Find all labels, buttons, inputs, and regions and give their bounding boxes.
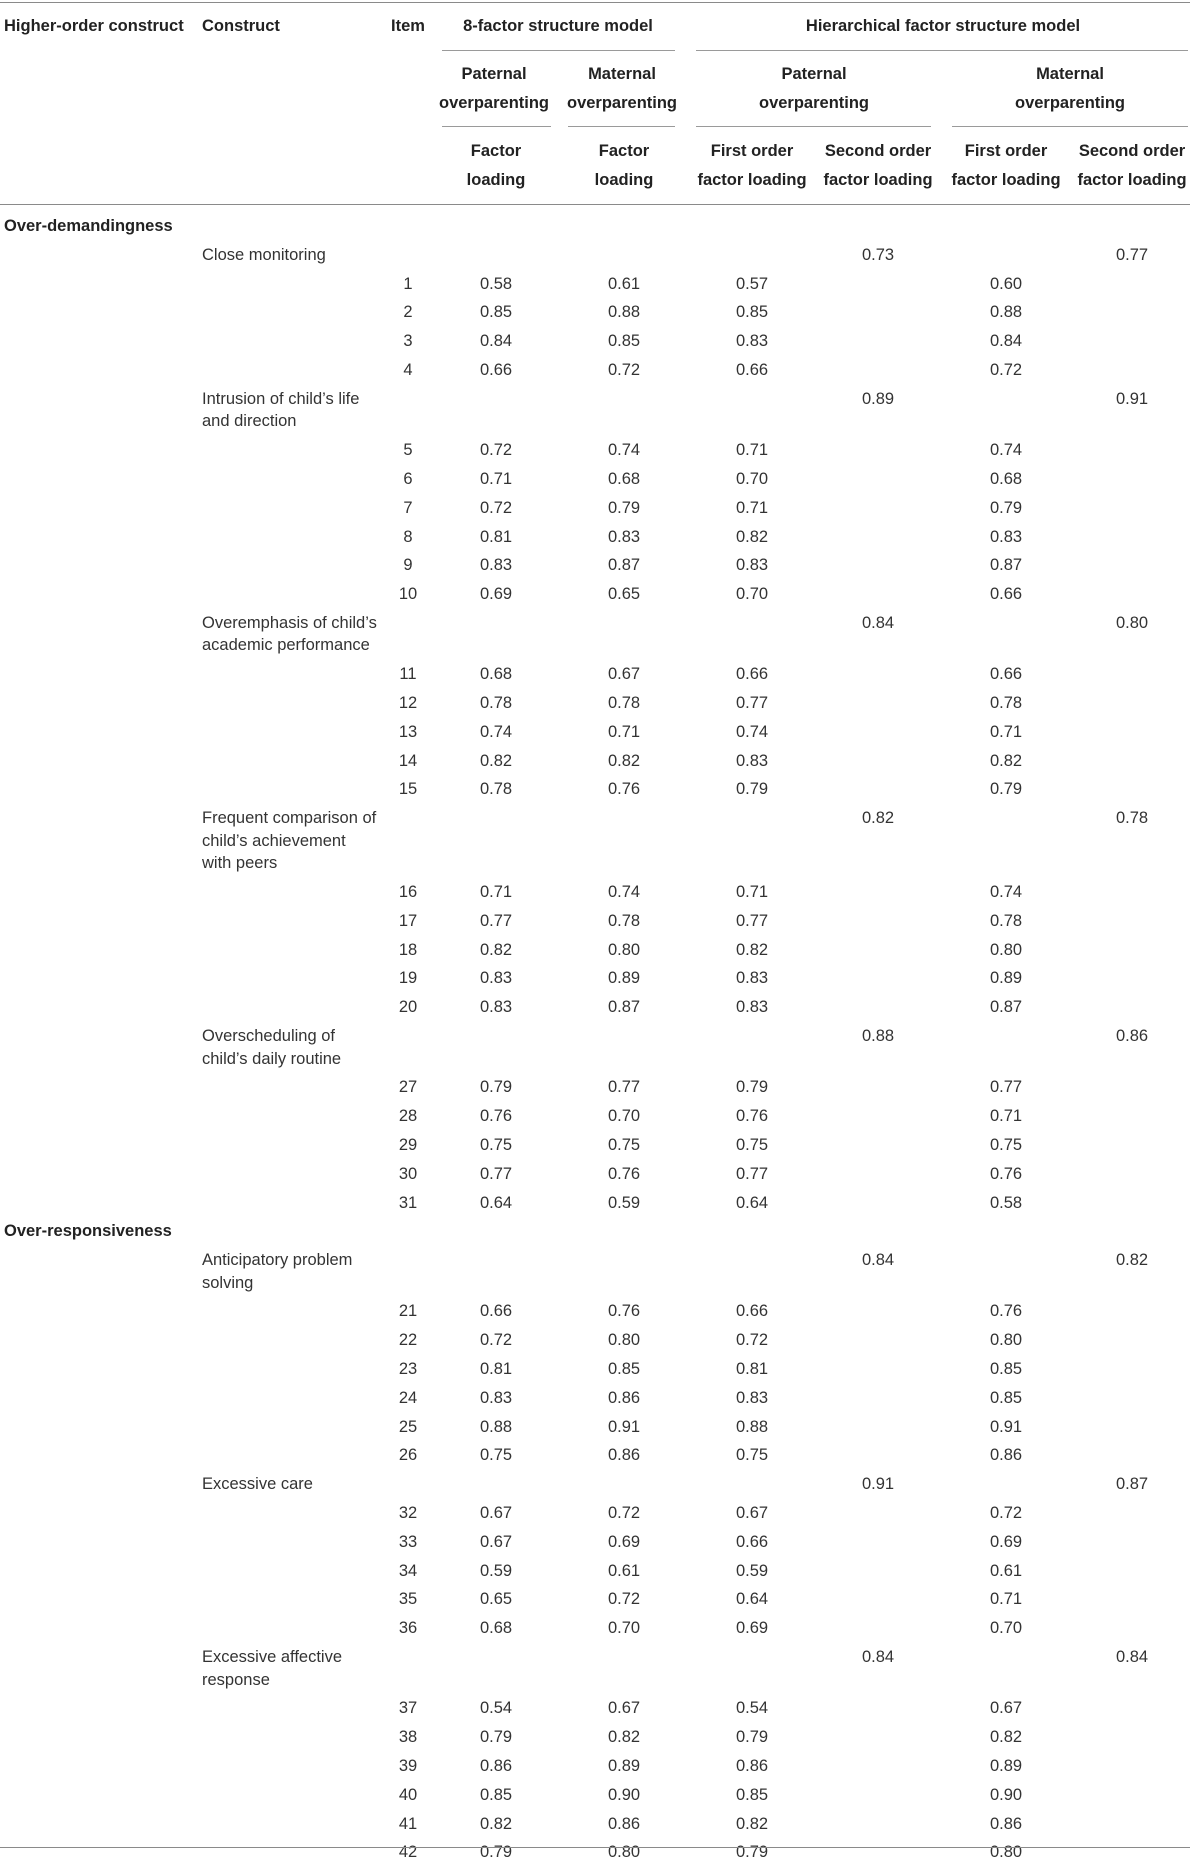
item-number: 39 — [398, 1756, 418, 1775]
construct-name-line: Overemphasis of child’s — [202, 613, 377, 632]
item-number: 13 — [398, 722, 418, 741]
item-number: 12 — [398, 694, 418, 712]
item-number: 32 — [398, 1504, 418, 1522]
paternal-first-order-loading: 0.86 — [735, 1756, 769, 1775]
paternal-factor-loading: 0.71 — [479, 469, 513, 488]
header-factor-loading-mat: Factor loading — [594, 142, 654, 189]
paternal-first-order-loading: 0.79 — [735, 1078, 769, 1097]
construct-name — [202, 1025, 382, 1070]
paternal-factor-loading: 0.79 — [479, 1078, 513, 1097]
item-number: 14 — [398, 751, 418, 770]
maternal-first-order-loading: 0.89 — [989, 1756, 1023, 1775]
maternal-first-order-loading: 0.74 — [989, 883, 1023, 901]
maternal-factor-loading: 0.76 — [607, 780, 641, 799]
header-hier-paternal: Paternal overparenting — [758, 65, 870, 112]
maternal-first-order-loading: 0.86 — [989, 1814, 1023, 1833]
maternal-factor-loading: 0.85 — [607, 332, 641, 351]
maternal-first-order-loading: 0.66 — [989, 585, 1023, 604]
header-second-order-pat: Second order factor loading — [823, 142, 933, 189]
item-number: 6 — [403, 469, 413, 488]
paternal-factor-loading: 0.77 — [479, 1164, 513, 1183]
rule-hier-paternal — [696, 126, 931, 127]
maternal-first-order-loading: 0.87 — [989, 998, 1023, 1017]
paternal-factor-loading: 0.83 — [479, 969, 513, 988]
rule-hier-maternal — [952, 126, 1188, 127]
maternal-first-order-loading: 0.86 — [989, 1446, 1023, 1465]
construct-name-line: Excessive care — [202, 1475, 313, 1494]
maternal-second-order-loading: 0.80 — [1115, 613, 1149, 632]
maternal-factor-loading: 0.75 — [607, 1135, 641, 1154]
table-bottom-rule — [0, 1847, 1190, 1848]
header-higher-order: Higher-order construct — [4, 17, 184, 35]
item-number: 21 — [398, 1302, 418, 1321]
rule-8f-maternal — [568, 126, 675, 127]
paternal-factor-loading: 0.82 — [479, 1814, 513, 1833]
paternal-first-order-loading: 0.75 — [735, 1446, 769, 1465]
header-bottom-rule — [0, 204, 1190, 205]
header-item: Item — [391, 17, 425, 35]
paternal-factor-loading: 0.75 — [479, 1135, 513, 1154]
paternal-first-order-loading: 0.70 — [735, 469, 769, 488]
paternal-first-order-loading: 0.85 — [735, 1785, 769, 1804]
header-first-order-pat: First order factor loading — [697, 142, 807, 189]
maternal-second-order-loading: 0.86 — [1115, 1027, 1149, 1045]
paternal-second-order-loading: 0.88 — [861, 1027, 895, 1045]
maternal-factor-loading: 0.80 — [607, 1843, 641, 1862]
paternal-second-order-loading: 0.73 — [861, 245, 895, 264]
paternal-first-order-loading: 0.88 — [735, 1417, 769, 1436]
maternal-factor-loading: 0.65 — [607, 585, 641, 604]
maternal-first-order-loading: 0.80 — [989, 1331, 1023, 1350]
paternal-factor-loading: 0.86 — [479, 1756, 513, 1775]
paternal-first-order-loading: 0.82 — [735, 1814, 769, 1833]
maternal-factor-loading: 0.86 — [607, 1446, 641, 1465]
maternal-factor-loading: 0.68 — [607, 469, 641, 488]
maternal-first-order-loading: 0.76 — [989, 1164, 1023, 1183]
paternal-factor-loading: 0.81 — [479, 1360, 513, 1378]
construct-name-line: Close monitoring — [202, 245, 326, 264]
header-8f-paternal: Paternal overparenting — [438, 65, 550, 112]
item-number: 34 — [398, 1561, 418, 1580]
construct-name — [202, 1473, 382, 1496]
construct-name-line: Anticipatory problem — [202, 1251, 353, 1270]
maternal-factor-loading: 0.61 — [607, 1561, 641, 1580]
maternal-factor-loading: 0.80 — [607, 1331, 641, 1350]
maternal-first-order-loading: 0.71 — [989, 1107, 1023, 1126]
construct-name-line: child’s achievement — [202, 831, 346, 850]
maternal-factor-loading: 0.72 — [607, 1504, 641, 1522]
maternal-factor-loading: 0.67 — [607, 1699, 641, 1718]
header-hierarchical-model: Hierarchical factor structure model — [805, 17, 1081, 35]
paternal-first-order-loading: 0.71 — [735, 441, 769, 460]
paternal-factor-loading: 0.82 — [479, 751, 513, 770]
paternal-first-order-loading: 0.82 — [735, 940, 769, 959]
item-number: 36 — [398, 1619, 418, 1638]
maternal-factor-loading: 0.78 — [607, 911, 641, 930]
header-second-order-mat: Second order factor loading — [1077, 142, 1187, 189]
item-number: 38 — [398, 1728, 418, 1747]
maternal-first-order-loading: 0.82 — [989, 751, 1023, 770]
construct-name — [202, 1646, 382, 1691]
maternal-factor-loading: 0.72 — [607, 361, 641, 379]
item-number: 27 — [398, 1078, 418, 1097]
rule-8f-paternal — [442, 126, 551, 127]
item-number: 30 — [398, 1164, 418, 1183]
maternal-second-order-loading: 0.78 — [1115, 809, 1149, 828]
header-8-factor-model: 8-factor structure model — [463, 17, 653, 35]
paternal-first-order-loading: 0.79 — [735, 1728, 769, 1747]
item-number: 31 — [398, 1193, 418, 1212]
paternal-first-order-loading: 0.82 — [735, 527, 769, 546]
paternal-factor-loading: 0.54 — [479, 1699, 513, 1718]
paternal-first-order-loading: 0.66 — [735, 1302, 769, 1321]
paternal-first-order-loading: 0.66 — [735, 361, 769, 379]
construct-name-line: and direction — [202, 412, 297, 431]
paternal-first-order-loading: 0.81 — [735, 1360, 769, 1378]
paternal-first-order-loading: 0.77 — [735, 1164, 769, 1183]
paternal-factor-loading: 0.78 — [479, 780, 513, 799]
construct-name-line: with peers — [202, 854, 278, 873]
maternal-factor-loading: 0.80 — [607, 940, 641, 959]
paternal-factor-loading: 0.72 — [479, 498, 513, 517]
maternal-factor-loading: 0.59 — [607, 1193, 641, 1212]
maternal-first-order-loading: 0.72 — [989, 1504, 1023, 1522]
maternal-second-order-loading: 0.91 — [1115, 389, 1149, 408]
item-number: 5 — [403, 441, 413, 460]
maternal-first-order-loading: 0.87 — [989, 556, 1023, 575]
item-number: 19 — [398, 969, 418, 988]
paternal-factor-loading: 0.66 — [479, 361, 513, 379]
paternal-second-order-loading: 0.91 — [861, 1475, 895, 1494]
paternal-factor-loading: 0.64 — [479, 1193, 513, 1212]
maternal-factor-loading: 0.86 — [607, 1814, 641, 1833]
item-number: 17 — [398, 911, 418, 930]
paternal-first-order-loading: 0.64 — [735, 1590, 769, 1609]
maternal-factor-loading: 0.88 — [607, 303, 641, 322]
paternal-second-order-loading: 0.84 — [861, 1648, 895, 1666]
paternal-factor-loading: 0.83 — [479, 998, 513, 1017]
item-number: 10 — [398, 585, 418, 604]
paternal-first-order-loading: 0.66 — [735, 1532, 769, 1551]
rule-hierarchical — [696, 50, 1188, 51]
paternal-factor-loading: 0.79 — [479, 1728, 513, 1747]
construct-name-line: Overscheduling of — [202, 1027, 335, 1045]
paternal-factor-loading: 0.66 — [479, 1302, 513, 1321]
item-number: 8 — [403, 527, 413, 546]
construct-name-line: response — [202, 1670, 270, 1689]
maternal-first-order-loading: 0.85 — [989, 1360, 1023, 1378]
paternal-first-order-loading: 0.72 — [735, 1331, 769, 1350]
maternal-first-order-loading: 0.79 — [989, 498, 1023, 517]
item-number: 9 — [403, 556, 413, 575]
item-number: 20 — [398, 998, 418, 1017]
paternal-factor-loading: 0.79 — [479, 1843, 513, 1862]
maternal-first-order-loading: 0.76 — [989, 1302, 1023, 1321]
paternal-first-order-loading: 0.83 — [735, 1388, 769, 1407]
maternal-first-order-loading: 0.78 — [989, 911, 1023, 930]
paternal-factor-loading: 0.81 — [479, 527, 513, 546]
paternal-second-order-loading: 0.84 — [861, 613, 895, 632]
paternal-first-order-loading: 0.71 — [735, 498, 769, 517]
item-number: 25 — [398, 1417, 418, 1436]
item-number: 16 — [398, 883, 418, 901]
paternal-factor-loading: 0.85 — [479, 303, 513, 322]
maternal-factor-loading: 0.70 — [607, 1619, 641, 1638]
maternal-first-order-loading: 0.82 — [989, 1728, 1023, 1747]
table-top-rule — [0, 2, 1190, 3]
maternal-second-order-loading: 0.84 — [1115, 1648, 1149, 1666]
paternal-first-order-loading: 0.54 — [735, 1699, 769, 1718]
header-factor-loading-pat: Factor loading — [466, 142, 526, 189]
paternal-first-order-loading: 0.64 — [735, 1193, 769, 1212]
paternal-factor-loading: 0.78 — [479, 694, 513, 712]
maternal-first-order-loading: 0.80 — [989, 1843, 1023, 1862]
maternal-factor-loading: 0.74 — [607, 441, 641, 460]
item-number: 26 — [398, 1446, 418, 1465]
maternal-first-order-loading: 0.88 — [989, 303, 1023, 322]
header-8f-maternal: Maternal overparenting — [566, 65, 678, 112]
paternal-first-order-loading: 0.83 — [735, 998, 769, 1017]
higher-order-construct: Over-responsiveness — [4, 1222, 172, 1241]
item-number: 22 — [398, 1331, 418, 1350]
maternal-first-order-loading: 0.90 — [989, 1785, 1023, 1804]
paternal-factor-loading: 0.69 — [479, 585, 513, 604]
maternal-factor-loading: 0.79 — [607, 498, 641, 517]
maternal-factor-loading: 0.70 — [607, 1107, 641, 1126]
paternal-factor-loading: 0.67 — [479, 1532, 513, 1551]
maternal-factor-loading: 0.67 — [607, 665, 641, 684]
paternal-factor-loading: 0.68 — [479, 1619, 513, 1638]
header-first-order-mat: First order factor loading — [951, 142, 1061, 189]
maternal-second-order-loading: 0.87 — [1115, 1475, 1149, 1494]
maternal-first-order-loading: 0.89 — [989, 969, 1023, 988]
maternal-factor-loading: 0.87 — [607, 998, 641, 1017]
construct-name — [202, 807, 382, 875]
paternal-factor-loading: 0.72 — [479, 1331, 513, 1350]
paternal-first-order-loading: 0.83 — [735, 751, 769, 770]
paternal-second-order-loading: 0.89 — [861, 389, 895, 408]
maternal-first-order-loading: 0.66 — [989, 665, 1023, 684]
item-number: 40 — [398, 1785, 418, 1804]
paternal-factor-loading: 0.75 — [479, 1446, 513, 1465]
maternal-first-order-loading: 0.69 — [989, 1532, 1023, 1551]
paternal-first-order-loading: 0.75 — [735, 1135, 769, 1154]
maternal-factor-loading: 0.83 — [607, 527, 641, 546]
item-number: 1 — [403, 274, 413, 293]
paternal-first-order-loading: 0.67 — [735, 1504, 769, 1522]
paternal-factor-loading: 0.67 — [479, 1504, 513, 1522]
paternal-factor-loading: 0.82 — [479, 940, 513, 959]
maternal-first-order-loading: 0.71 — [989, 722, 1023, 741]
paternal-second-order-loading: 0.82 — [861, 809, 895, 828]
paternal-factor-loading: 0.71 — [479, 883, 513, 901]
item-number: 15 — [398, 780, 418, 799]
maternal-first-order-loading: 0.79 — [989, 780, 1023, 799]
maternal-first-order-loading: 0.74 — [989, 441, 1023, 460]
item-number: 24 — [398, 1388, 418, 1407]
paternal-factor-loading: 0.76 — [479, 1107, 513, 1126]
item-number: 18 — [398, 940, 418, 959]
paternal-first-order-loading: 0.74 — [735, 722, 769, 741]
item-number: 29 — [398, 1135, 418, 1154]
maternal-first-order-loading: 0.80 — [989, 940, 1023, 959]
maternal-factor-loading: 0.76 — [607, 1164, 641, 1183]
maternal-first-order-loading: 0.67 — [989, 1699, 1023, 1718]
maternal-factor-loading: 0.69 — [607, 1532, 641, 1551]
item-number: 7 — [403, 498, 413, 517]
maternal-first-order-loading: 0.70 — [989, 1619, 1023, 1638]
maternal-factor-loading: 0.61 — [607, 274, 641, 293]
maternal-first-order-loading: 0.72 — [989, 361, 1023, 379]
paternal-factor-loading: 0.68 — [479, 665, 513, 684]
item-number: 2 — [403, 303, 413, 322]
paternal-factor-loading: 0.72 — [479, 441, 513, 460]
paternal-first-order-loading: 0.76 — [735, 1107, 769, 1126]
item-number: 23 — [398, 1360, 418, 1378]
maternal-factor-loading: 0.76 — [607, 1302, 641, 1321]
paternal-factor-loading: 0.84 — [479, 332, 513, 351]
maternal-first-order-loading: 0.75 — [989, 1135, 1023, 1154]
paternal-first-order-loading: 0.85 — [735, 303, 769, 322]
maternal-factor-loading: 0.91 — [607, 1417, 641, 1436]
maternal-first-order-loading: 0.78 — [989, 694, 1023, 712]
construct-name-line: Intrusion of child’s life — [202, 389, 360, 408]
paternal-first-order-loading: 0.83 — [735, 332, 769, 351]
item-number: 33 — [398, 1532, 418, 1551]
paternal-first-order-loading: 0.79 — [735, 1843, 769, 1862]
paternal-first-order-loading: 0.79 — [735, 780, 769, 799]
header-construct: Construct — [202, 17, 280, 35]
maternal-factor-loading: 0.82 — [607, 1728, 641, 1747]
item-number: 11 — [399, 665, 417, 684]
paternal-first-order-loading: 0.71 — [735, 883, 769, 901]
maternal-factor-loading: 0.77 — [607, 1078, 641, 1097]
construct-name-line: Excessive affective — [202, 1648, 343, 1666]
item-number: 4 — [403, 361, 413, 379]
maternal-second-order-loading: 0.82 — [1115, 1251, 1149, 1270]
maternal-factor-loading: 0.89 — [607, 969, 641, 988]
rule-8-factor — [442, 50, 675, 51]
construct-name-line: solving — [202, 1273, 254, 1292]
item-number: 3 — [403, 332, 413, 351]
maternal-first-order-loading: 0.60 — [989, 274, 1023, 293]
paternal-first-order-loading: 0.69 — [735, 1619, 769, 1638]
maternal-factor-loading: 0.71 — [607, 722, 641, 741]
maternal-first-order-loading: 0.91 — [989, 1417, 1023, 1436]
maternal-first-order-loading: 0.77 — [989, 1078, 1023, 1097]
maternal-factor-loading: 0.82 — [607, 751, 641, 770]
paternal-first-order-loading: 0.83 — [735, 556, 769, 575]
maternal-first-order-loading: 0.85 — [989, 1388, 1023, 1407]
maternal-first-order-loading: 0.61 — [989, 1561, 1023, 1580]
item-number: 42 — [398, 1843, 418, 1862]
paternal-factor-loading: 0.77 — [479, 911, 513, 930]
item-number: 35 — [398, 1590, 418, 1609]
construct-name-line: Frequent comparison of — [202, 809, 377, 828]
construct-name-line: academic performance — [202, 636, 370, 655]
paternal-factor-loading: 0.74 — [479, 722, 513, 741]
maternal-first-order-loading: 0.71 — [989, 1590, 1023, 1609]
item-number: 28 — [398, 1107, 418, 1126]
paternal-factor-loading: 0.83 — [479, 556, 513, 575]
maternal-second-order-loading: 0.77 — [1115, 245, 1149, 264]
construct-name — [202, 388, 382, 433]
paternal-factor-loading: 0.85 — [479, 1785, 513, 1804]
maternal-factor-loading: 0.87 — [607, 556, 641, 575]
paternal-factor-loading: 0.59 — [479, 1561, 513, 1580]
header-hier-maternal: Maternal overparenting — [1014, 65, 1126, 112]
maternal-first-order-loading: 0.84 — [989, 332, 1023, 351]
maternal-factor-loading: 0.72 — [607, 1590, 641, 1609]
paternal-first-order-loading: 0.83 — [735, 969, 769, 988]
construct-name-line: child’s daily routine — [202, 1049, 342, 1068]
paternal-second-order-loading: 0.84 — [861, 1251, 895, 1270]
paternal-factor-loading: 0.88 — [479, 1417, 513, 1436]
paternal-first-order-loading: 0.77 — [735, 911, 769, 930]
maternal-factor-loading: 0.85 — [607, 1360, 641, 1378]
paternal-first-order-loading: 0.70 — [735, 585, 769, 604]
item-number: 37 — [398, 1699, 418, 1718]
maternal-first-order-loading: 0.58 — [989, 1193, 1023, 1212]
construct-name — [202, 612, 382, 657]
maternal-factor-loading: 0.89 — [607, 1756, 641, 1775]
construct-name — [202, 244, 382, 267]
maternal-factor-loading: 0.86 — [607, 1388, 641, 1407]
paternal-factor-loading: 0.58 — [479, 274, 513, 293]
construct-name — [202, 1249, 382, 1294]
maternal-first-order-loading: 0.83 — [989, 527, 1023, 546]
paternal-factor-loading: 0.65 — [479, 1590, 513, 1609]
paternal-factor-loading: 0.83 — [479, 1388, 513, 1407]
paternal-first-order-loading: 0.66 — [735, 665, 769, 684]
paternal-first-order-loading: 0.77 — [735, 694, 769, 712]
item-number: 41 — [398, 1814, 418, 1833]
paternal-first-order-loading: 0.57 — [735, 274, 769, 293]
maternal-factor-loading: 0.78 — [607, 694, 641, 712]
paternal-first-order-loading: 0.59 — [735, 1561, 769, 1580]
maternal-factor-loading: 0.74 — [607, 883, 641, 901]
higher-order-construct: Over-demandingness — [4, 217, 173, 235]
maternal-first-order-loading: 0.68 — [989, 469, 1023, 488]
maternal-factor-loading: 0.90 — [607, 1785, 641, 1804]
